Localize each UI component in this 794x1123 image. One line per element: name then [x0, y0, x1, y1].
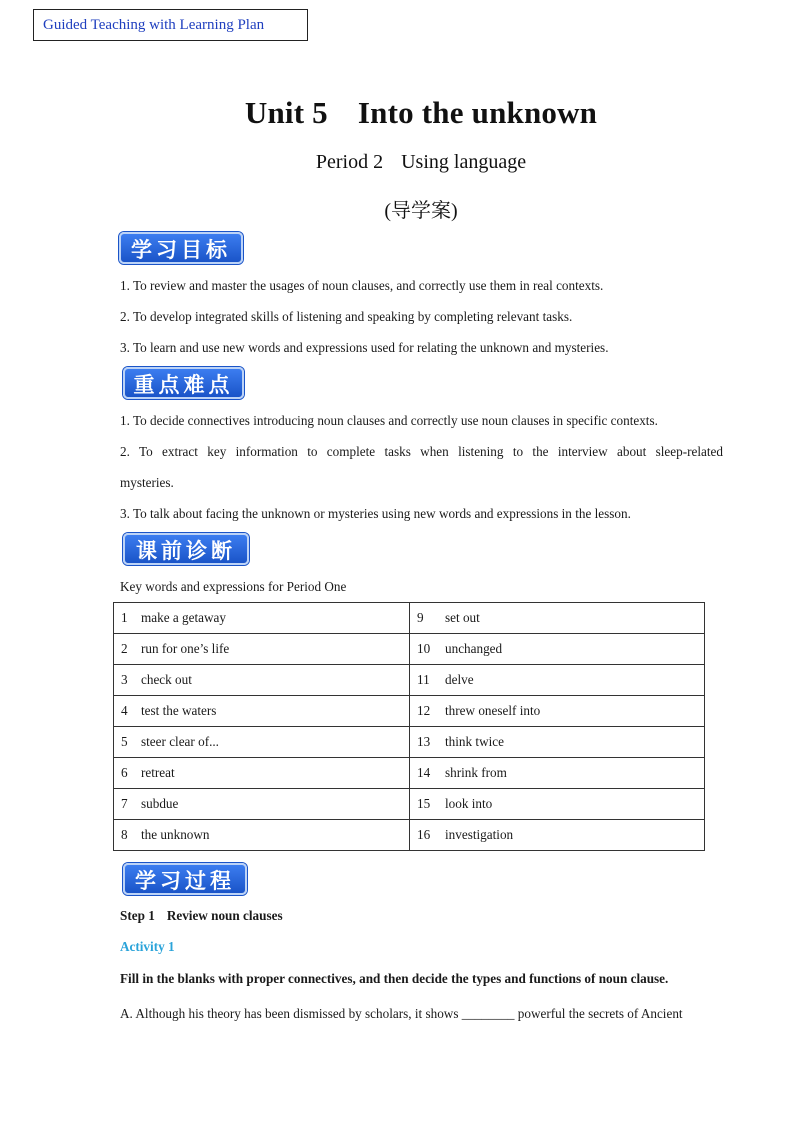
vocab-number: 13 [417, 734, 431, 749]
activity-label: Activity 1 [120, 939, 175, 954]
vocab-number: 5 [121, 734, 128, 749]
vocab-term: steer clear of... [141, 734, 219, 749]
table-row [114, 696, 705, 727]
period-topic: Using language [401, 151, 527, 173]
vocab-term: make a getaway [141, 610, 226, 625]
activity-instruction: Fill in the blanks with proper connectives, and then decide the types and functions of noun clause. [120, 971, 669, 986]
vocab-cell-right [410, 758, 705, 789]
key-point-item-2-line1: 2. To extract key information to complete tasks when listening to the interview about sleep-related [120, 444, 723, 459]
vocab-caption: Key words and expressions for Period One [120, 579, 347, 594]
vocab-cell-left [114, 603, 410, 634]
vocab-table [113, 602, 705, 851]
vocab-term: shrink from [445, 765, 507, 780]
objectives-badge: 学习目标 [119, 232, 243, 264]
step-label: Step 1 [120, 908, 155, 923]
vocab-cell-right [410, 820, 705, 851]
vocab-term: the unknown [141, 827, 210, 842]
table-row [114, 758, 705, 789]
vocab-term: set out [445, 610, 480, 625]
vocab-number: 3 [121, 672, 128, 687]
vocab-term: threw oneself into [445, 703, 541, 718]
objective-item-2: 2. To develop integrated skills of listening and speaking by completing relevant tasks. [120, 309, 573, 324]
vocab-cell-right [410, 727, 705, 758]
vocab-term: subdue [141, 796, 179, 811]
vocab-term: check out [141, 672, 192, 687]
plan-note: (导学案) [384, 200, 458, 222]
key-points-badge: 重点难点 [123, 367, 244, 399]
vocab-cell-left [114, 696, 410, 727]
process-badge: 学习过程 [123, 863, 247, 895]
vocab-term: unchanged [445, 641, 503, 656]
vocab-term: test the waters [141, 703, 217, 718]
vocab-cell-left [114, 789, 410, 820]
vocab-number: 9 [417, 610, 424, 625]
pre-class-badge: 课前诊断 [123, 533, 249, 565]
table-row [114, 820, 705, 851]
vocab-cell-left [114, 727, 410, 758]
vocab-number: 2 [121, 641, 128, 656]
vocab-number: 11 [417, 672, 430, 687]
vocab-cell-left [114, 665, 410, 696]
table-row [114, 789, 705, 820]
vocab-number: 1 [121, 610, 128, 625]
vocab-number: 4 [121, 703, 128, 718]
step-heading [120, 907, 723, 925]
table-row [114, 634, 705, 665]
vocab-term: think twice [445, 734, 504, 749]
vocab-cell-right [410, 696, 705, 727]
header-box: Guided Teaching with Learning Plan [33, 9, 308, 41]
vocab-number: 6 [121, 765, 128, 780]
unit-name: Into the unknown [357, 95, 598, 130]
vocab-term: delve [445, 672, 474, 687]
vocab-cell-right [410, 603, 705, 634]
vocab-cell-right [410, 634, 705, 665]
key-point-item-2-line2: mysteries. [120, 475, 174, 490]
vocab-term: retreat [141, 765, 175, 780]
vocab-cell-right [410, 789, 705, 820]
vocab-term: look into [445, 796, 493, 811]
vocab-number: 15 [417, 796, 431, 811]
vocab-cell-left [114, 820, 410, 851]
question-a: A. Although his theory has been dismissed by scholars, it shows ________ powerful the secrets of Ancient [120, 1006, 683, 1021]
table-row [114, 603, 705, 634]
vocab-term: investigation [445, 827, 514, 842]
vocab-number: 14 [417, 765, 431, 780]
vocab-term: run for one’s life [141, 641, 230, 656]
objective-item-1: 1. To review and master the usages of noun clauses, and correctly use them in real contexts. [120, 278, 604, 293]
table-row [114, 665, 705, 696]
vocab-cell-left [114, 634, 410, 665]
table-row [114, 727, 705, 758]
objective-item-3: 3. To learn and use new words and expressions used for relating the unknown and mysteries. [120, 340, 609, 355]
key-point-item-1: 1. To decide connectives introducing noun clauses and correctly use noun clauses in specific contexts. [120, 413, 658, 428]
vocab-number: 16 [417, 827, 431, 842]
vocab-number: 7 [121, 796, 128, 811]
vocab-cell-right [410, 665, 705, 696]
unit-number: Unit 5 [244, 95, 328, 130]
page-subtitle [0, 151, 794, 174]
period-label: Period 2 [315, 151, 384, 173]
key-point-item-3: 3. To talk about facing the unknown or mysteries using new words and expressions in the lesson. [120, 506, 631, 521]
step-title: Review noun clauses [166, 908, 283, 923]
vocab-number: 8 [121, 827, 128, 842]
vocab-number: 12 [417, 703, 431, 718]
vocab-cell-left [114, 758, 410, 789]
page-title [0, 95, 794, 131]
vocab-number: 10 [417, 641, 431, 656]
